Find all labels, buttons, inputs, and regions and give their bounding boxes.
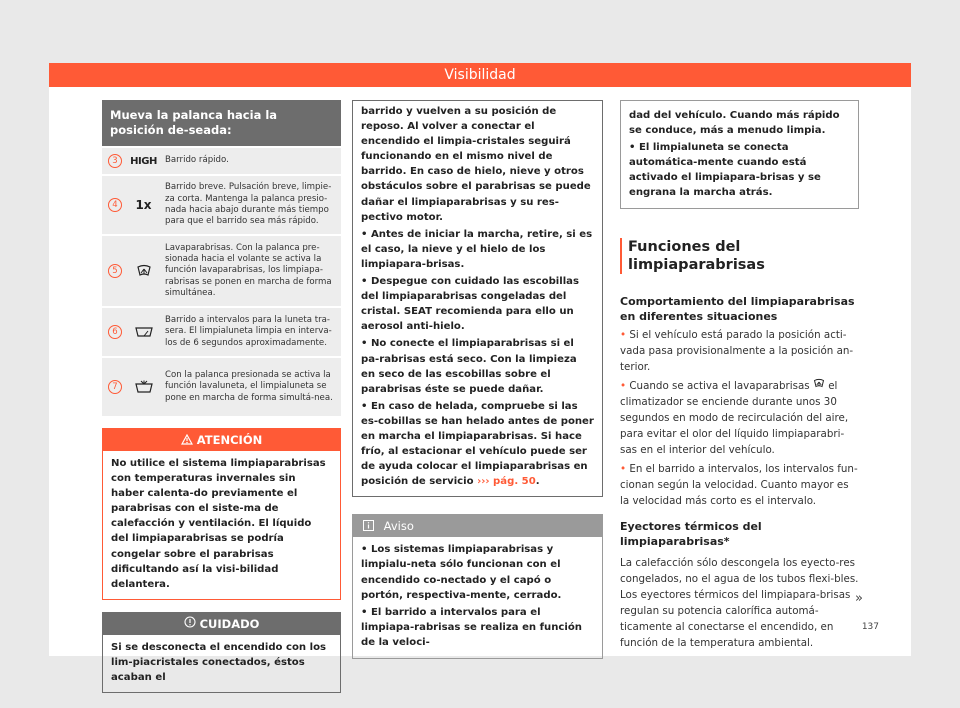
table-row [102,148,341,174]
table-row [102,236,341,306]
list-item-text: Despegue con cuidado las escobillas del limpiaparabrisas congeladas del cristal. SEAT recomienda para ello un aerosol anti-hielo. [361,276,579,333]
warning-title: ATENCIÓN [196,433,263,447]
high-speed-icon: HIGH [130,155,157,167]
page-number: 137 [861,622,879,632]
caution-header [103,613,340,635]
column-1 [102,100,341,693]
windshield-washer-icon [136,264,152,278]
table-cell-text: Barrido breve. Pulsación breve, limpie-za corta. Mantenga la palanca presio-nada hacia abajo durante más tiempo para que el barrido sea más rápido. [165,182,332,227]
note-body [353,537,602,658]
list-item-text: Los sistemas limpiaparabrisas y limpialu-neta sólo funcionan con el encendido co-nectado y el capó o portón, respectiva-mente, cerrado. [361,544,562,601]
caution-intro: barrido y vuelven a su posición de reposo. Al volver a conectar el encendido el limpia-cristales seguirá funcionando en el mismo nivel de barrido. En caso de hielo, nieve y otros obstáculos sobre el parabrisas se puede dañar el limpiaparabrisas y su res-pectivo motor. [361,106,591,223]
list-item: • Cuando se activa el lavaparabrisas el climatizador se enciende durante unos 30 segundos en modo de recirculación del aire, para evitar el olor del líquido limpiaparabri-sas en el interior del vehículo. [620,379,849,456]
list-item: • No conecte el limpiaparabrisas si el pa-rabrisas está seco. Con la limpieza en seco de las escobillas sobre el parabrisas éste se puede dañar. [361,338,577,395]
warning-triangle-icon [181,433,193,449]
single-wipe-icon: 1x [135,198,152,212]
column-2 [352,100,603,659]
list-item-text: Si el vehículo está parado la posición acti-vada pasa provisionalmente a la posición an-terior. [620,328,854,373]
table-row [102,176,341,234]
table-cell-text: Lavaparabrisas. Con la palanca pre-sionada hacia el volante se activa la función lavaparabrisas, los limpiapa-rabrisas se ponen en marcha de forma simultánea. [165,242,332,298]
note-continued-text [621,101,858,208]
list-item-text: Antes de iniciar la marcha, retire, si es el caso, la nieve y el hielo de los limpiapara-brisas. [361,228,593,270]
table-cell-text: Barrido rápido. [165,155,229,166]
list-item: • El limpialuneta se conecta automática-mente cuando está activado el limpiapara-brisas y se engrana la marcha atrás. [629,142,821,199]
column-3 [620,100,859,651]
list-item: • Los sistemas limpiaparabrisas y limpialu-neta sólo funcionan con el encendido co-nectado y el capó o portón, respectiva-mente, cerrado. [361,544,562,601]
caution-icon [184,616,196,632]
rear-wiper-icon [135,326,153,338]
caution-text: Si se desconecta el encendido con los lim-piacristales conectados, éstos acaban el [111,641,327,684]
table-cell-text: Barrido a intervalos para la luneta tra-sera. El limpialuneta limpia en interva-los de 6 segundos aproximadamente. [165,315,332,348]
table-cell-text: Con la palanca presionada se activa la función lavaluneta, el limpialuneta se pone en marcha de forma simultá-nea. [165,370,333,403]
item-number: 7 [108,380,122,394]
list-item-text: El barrido a intervalos para el limpiapa-rabrisas se realiza en función de la veloci- [361,606,582,648]
table-row [102,358,341,416]
warning-text: No utilice el sistema limpiaparabrisas con temperaturas invernales sin haber calenta-do previamente el parabrisas con el siste-ma de calefacción y ventilación. El líquido del limpiaparabrisas se podría congelar sobre el parabrisas dificultando así la visi-bilidad delantera. [111,458,326,590]
paragraph: La calefacción sólo descongela los eyecto-res congelados, no el agua de los tubos flexi-bles. Los eyectores térmicos del limpiapara-brisas regulan su potencia calorífica automá-ticamente al conectarse el encendido, en función de la temperatura ambiental. [620,556,859,649]
item-number: 6 [108,325,122,339]
page-header-title: Visibilidad [444,67,516,83]
warning-box [102,428,341,600]
list-item: • En el barrido a intervalos, los intervalos fun-cionan según la velocidad. Cuanto mayor es la velocidad más corto es el intervalo. [620,462,858,507]
list-item-text: El limpialuneta se conecta automática-mente cuando está activado el limpiapara-brisas y se engrana la marcha atrás. [629,142,821,199]
list-item: • Antes de iniciar la marcha, retire, si es el caso, la nieve y el hielo de los limpiapara-brisas. [361,228,593,270]
page-header [49,63,911,87]
rear-washer-icon [135,380,153,394]
windshield-washer-icon [813,378,825,394]
section-title: Funciones del limpiaparabrisas [620,238,859,274]
continue-mark: » [855,591,863,606]
table-heading: Mueva la palanca hacia la posición de-seada: [102,100,341,146]
note-title: Aviso [383,519,414,534]
manual-page [49,63,911,684]
subheading: Comportamiento del limpiaparabrisas en diferentes situaciones [620,294,855,323]
list-item: • El barrido a intervalos para el limpiapa-rabrisas se realiza en función de la veloci- [361,606,582,648]
list-item: • En caso de helada, compruebe si las es-cobillas se han helado antes de poner en marcha el limpiaparabrisas. Si hace frío, al estacionar el vehículo puede ser de ayuda colocar el limpiaparabrisas en posición de servicio ››› pág. 50. [361,400,594,488]
warning-header [103,429,340,451]
info-icon [363,519,374,535]
note-continued-line: dad del vehículo. Cuando más rápido se conduce, más a menudo limpia. [629,110,840,137]
note-continuation [620,100,859,209]
item-number: 3 [108,154,122,168]
table-row [102,308,341,356]
list-item-text: En el barrido a intervalos, los intervalos fun-cionan según la velocidad. Cuanto mayor es la velocidad más corto es el intervalo. [620,462,858,507]
caution-box [102,612,341,693]
caution-continued-text [361,104,594,489]
caution-continuation [352,100,603,497]
note-header [353,515,602,537]
item-number: 4 [108,198,122,212]
page-reference-link[interactable]: ››› pág. 50 [477,476,536,488]
list-item-text: No conecte el limpiaparabrisas si el pa-rabrisas está seco. Con la limpieza en seco de las escobillas sobre el parabrisas éste se puede dañar. [361,338,577,395]
subheading: Eyectores térmicos del limpiaparabrisas* [620,519,762,548]
list-item-text: Cuando se activa el lavaparabrisas [629,379,810,392]
note-box [352,514,603,659]
list-item: • Despegue con cuidado las escobillas del limpiaparabrisas congeladas del cristal. SEAT recomienda para ello un aerosol anti-hielo. [361,276,579,333]
item-number: 5 [108,264,122,278]
list-item: • Si el vehículo está parado la posición acti-vada pasa provisionalmente a la posición an-terior. [620,328,854,373]
caution-title: CUIDADO [199,616,260,631]
sentence-end: . [535,476,540,488]
list-item-text: En caso de helada, compruebe si las es-cobillas se han helado antes de poner en marcha el limpiaparabrisas. Si hace frío, al estacionar el vehículo puede ser de ayuda colocar el limpiaparabrisas en posición de servicio [361,400,594,488]
list-item-text: el climatizador se enciende durante unos 30 segundos en modo de recirculación del aire, para evitar el olor del líquido limpiaparabri-sas en el interior del vehículo. [620,379,849,456]
